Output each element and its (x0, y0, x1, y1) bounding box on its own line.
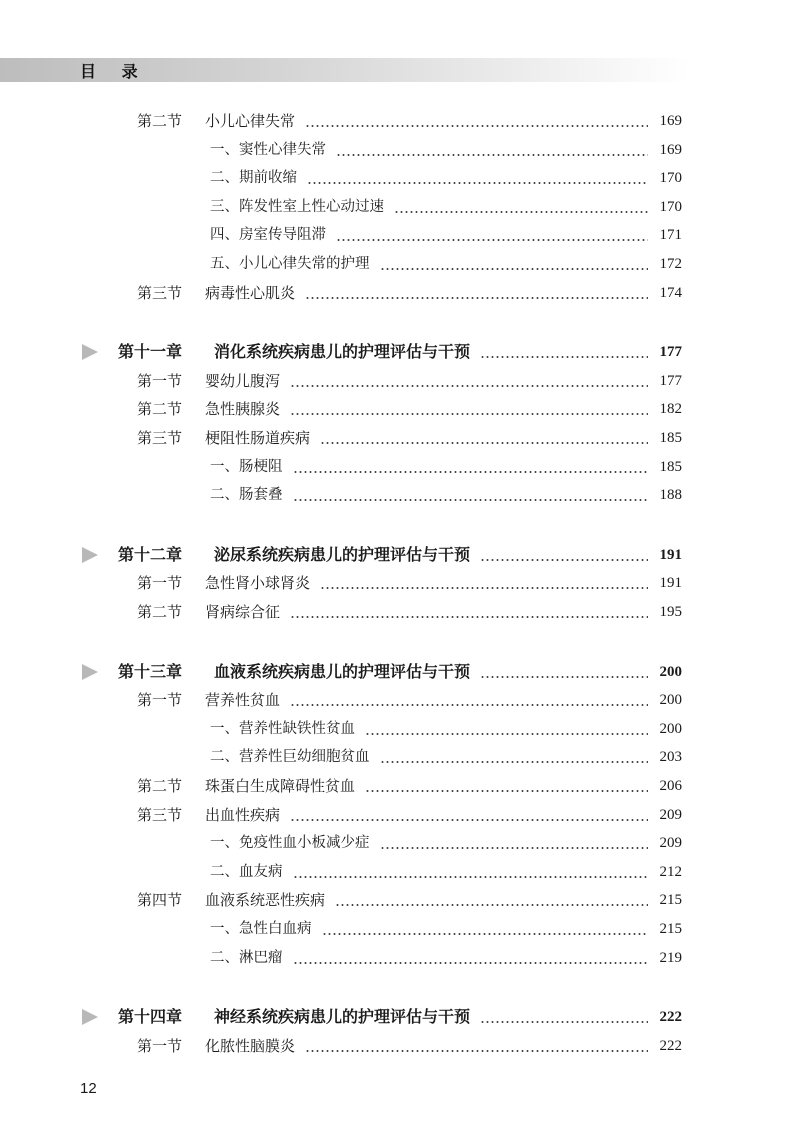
page-header-title: 目 录 (80, 62, 148, 81)
toc-entry-number: 第三节 (137, 283, 183, 302)
toc-entry-number: 第十三章 (118, 661, 183, 681)
toc-entry-page: 206 (659, 778, 682, 794)
toc-entry-title: 急性肾小球肾炎 (205, 574, 311, 593)
toc-section-row[interactable] (137, 598, 682, 626)
toc-entry-title: 肾病综合征 (205, 603, 281, 621)
toc-sub-row[interactable] (210, 453, 682, 481)
dot-leader (290, 819, 648, 821)
toc-entry-page: 185 (659, 458, 682, 475)
toc-entry-number: 第四节 (137, 891, 183, 910)
toc-entry-page: 191 (659, 546, 682, 563)
toc-entry-page: 209 (659, 806, 682, 823)
page-number: 12 (80, 1080, 97, 1097)
toc-entry-page: 171 (659, 227, 682, 244)
toc-entry-title: 二、营养性巨幼细胞贫血 (210, 749, 370, 766)
dot-leader (307, 182, 648, 184)
toc-entry-title: 营养性贫血 (205, 691, 281, 710)
toc-entry-page: 177 (659, 372, 682, 389)
dot-leader (293, 962, 649, 964)
toc-entry-number: 第二节 (137, 400, 183, 419)
toc-entry-number: 第二节 (137, 112, 183, 130)
dot-leader (480, 1021, 648, 1023)
chapter-arrow-icon (82, 1009, 98, 1025)
dot-leader (293, 499, 649, 501)
toc-entry-title: 血液系统疾病患儿的护理评估与干预 (214, 661, 471, 681)
toc-sub-row[interactable] (210, 193, 682, 221)
dot-leader (380, 761, 649, 763)
dot-leader (290, 704, 648, 706)
toc-entry-number: 第二节 (137, 603, 183, 621)
toc-section-row[interactable] (137, 279, 682, 307)
toc-sub-row[interactable] (210, 829, 682, 857)
toc-entry-page: 188 (659, 487, 682, 504)
dot-leader (290, 413, 648, 415)
toc-entry-title: 一、急性白血病 (210, 921, 312, 937)
dot-leader (480, 559, 648, 561)
toc-section-row[interactable] (137, 801, 682, 829)
toc-sub-row[interactable] (210, 136, 682, 164)
toc-entry-title: 五、小儿心律失常的护理 (210, 256, 370, 272)
toc-entry-title: 泌尿系统疾病患儿的护理评估与干预 (214, 544, 471, 564)
toc-entry-page: 219 (659, 949, 682, 966)
toc-entry-title: 血液系统恶性疾病 (205, 891, 326, 910)
toc-entry-number: 第三节 (137, 429, 183, 447)
toc-section-row[interactable] (137, 886, 682, 914)
toc-section-row[interactable] (137, 107, 682, 135)
toc-entry-title: 一、肠梗阻 (210, 458, 283, 475)
dot-leader (480, 356, 648, 358)
toc-entry-title: 二、期前收缩 (210, 170, 297, 187)
toc-entry-page: 209 (659, 835, 682, 852)
toc-entry-page: 200 (659, 663, 682, 680)
dot-leader (305, 297, 648, 299)
toc-entry-page: 169 (659, 141, 682, 158)
toc-entry-title: 消化系统疾病患儿的护理评估与干预 (214, 342, 471, 362)
toc-entry-page: 200 (659, 720, 682, 737)
dot-leader (365, 790, 648, 792)
toc-entry-title: 二、血友病 (210, 863, 283, 880)
toc-entry-page: 185 (659, 430, 682, 446)
toc-entry-number: 第十二章 (118, 544, 183, 564)
toc-entry-title: 神经系统疾病患儿的护理评估与干预 (214, 1007, 471, 1027)
dot-leader (290, 616, 648, 618)
dot-leader (290, 385, 648, 387)
toc-section-row[interactable] (137, 569, 682, 597)
toc-entry-title: 急性胰腺炎 (205, 400, 281, 419)
toc-section-row[interactable] (137, 424, 682, 452)
chapter-arrow-icon (82, 664, 98, 680)
toc-entry-page: 195 (659, 604, 682, 620)
dot-leader (380, 847, 649, 849)
dot-leader (293, 876, 649, 878)
toc-sub-row[interactable] (210, 481, 682, 509)
dot-leader (480, 676, 648, 678)
toc-entry-number: 第三节 (137, 805, 183, 824)
toc-entry-number: 第一节 (137, 574, 183, 593)
dot-leader (305, 1050, 648, 1052)
toc-sub-row[interactable] (210, 715, 682, 743)
dot-leader (320, 587, 648, 589)
toc-sub-row[interactable] (210, 915, 682, 943)
dot-leader (322, 933, 649, 935)
dot-leader (336, 154, 648, 156)
toc-entry-page: 182 (659, 401, 682, 418)
toc-sub-row[interactable] (210, 743, 682, 771)
toc-entry-number: 第十四章 (118, 1007, 183, 1027)
toc-entry-page: 170 (659, 170, 682, 187)
chapter-arrow-icon (82, 547, 98, 563)
toc-entry-page: 215 (659, 892, 682, 909)
dot-leader (320, 442, 648, 444)
toc-entry-page: 203 (659, 749, 682, 766)
toc-entry-page: 222 (659, 1009, 682, 1026)
toc-entry-title: 三、阵发性室上性心动过速 (210, 198, 384, 215)
toc-entry-page: 177 (659, 344, 682, 361)
dot-leader (335, 904, 648, 906)
toc-chapter-row[interactable] (82, 658, 682, 686)
dot-leader (305, 125, 648, 127)
chapter-arrow-icon (82, 344, 98, 360)
toc-sub-row[interactable] (210, 250, 682, 278)
toc-entry-page: 200 (659, 692, 682, 709)
toc-entry-title: 小儿心律失常 (205, 112, 296, 130)
toc-entry-page: 212 (659, 863, 682, 880)
toc-entry-page: 172 (659, 256, 682, 272)
toc-section-row[interactable] (137, 395, 682, 423)
toc-entry-number: 第一节 (137, 371, 183, 390)
toc-entry-title: 二、淋巴瘤 (210, 949, 283, 966)
toc-entry-page: 170 (659, 198, 682, 215)
toc-entry-title: 一、免疫性血小板减少症 (210, 835, 370, 852)
toc-section-row[interactable] (137, 686, 682, 714)
dot-leader (365, 733, 648, 735)
dot-leader (336, 239, 648, 241)
toc-entry-number: 第十一章 (118, 342, 183, 362)
dot-leader (380, 268, 649, 270)
toc-section-row[interactable] (137, 772, 682, 800)
toc-entry-number: 第一节 (137, 1036, 183, 1055)
toc-entry-title: 二、肠套叠 (210, 487, 283, 504)
toc-entry-title: 一、营养性缺铁性贫血 (210, 720, 355, 737)
toc-entry-title: 出血性疾病 (205, 805, 281, 824)
toc-entry-title: 四、房室传导阻滞 (210, 227, 326, 244)
toc-section-row[interactable] (137, 367, 682, 395)
dot-leader (293, 471, 649, 473)
dot-leader (394, 211, 648, 213)
toc-section-row[interactable] (137, 1032, 682, 1060)
toc-entry-page: 191 (659, 575, 682, 592)
toc-sub-row[interactable] (210, 944, 682, 972)
toc-chapter-row[interactable] (82, 1003, 682, 1031)
toc-entry-page: 169 (659, 113, 682, 129)
toc-sub-row[interactable] (210, 164, 682, 192)
toc-entry-number: 第二节 (137, 777, 183, 795)
toc-entry-title: 化脓性脑膜炎 (205, 1036, 296, 1055)
toc-chapter-row[interactable] (82, 338, 682, 366)
toc-entry-title: 一、窦性心律失常 (210, 141, 326, 158)
toc-sub-row[interactable] (210, 221, 682, 249)
toc-entry-title: 婴幼儿腹泻 (205, 371, 281, 390)
toc-entry-title: 梗阻性肠道疾病 (205, 429, 311, 447)
toc-sub-row[interactable] (210, 858, 682, 886)
toc-entry-title: 珠蛋白生成障碍性贫血 (205, 777, 356, 795)
toc-entry-title: 病毒性心肌炎 (205, 283, 296, 302)
toc-entry-page: 215 (659, 921, 682, 937)
toc-chapter-row[interactable] (82, 541, 682, 569)
toc-entry-page: 174 (659, 284, 682, 301)
toc-entry-number: 第一节 (137, 691, 183, 710)
toc-entry-page: 222 (659, 1037, 682, 1054)
